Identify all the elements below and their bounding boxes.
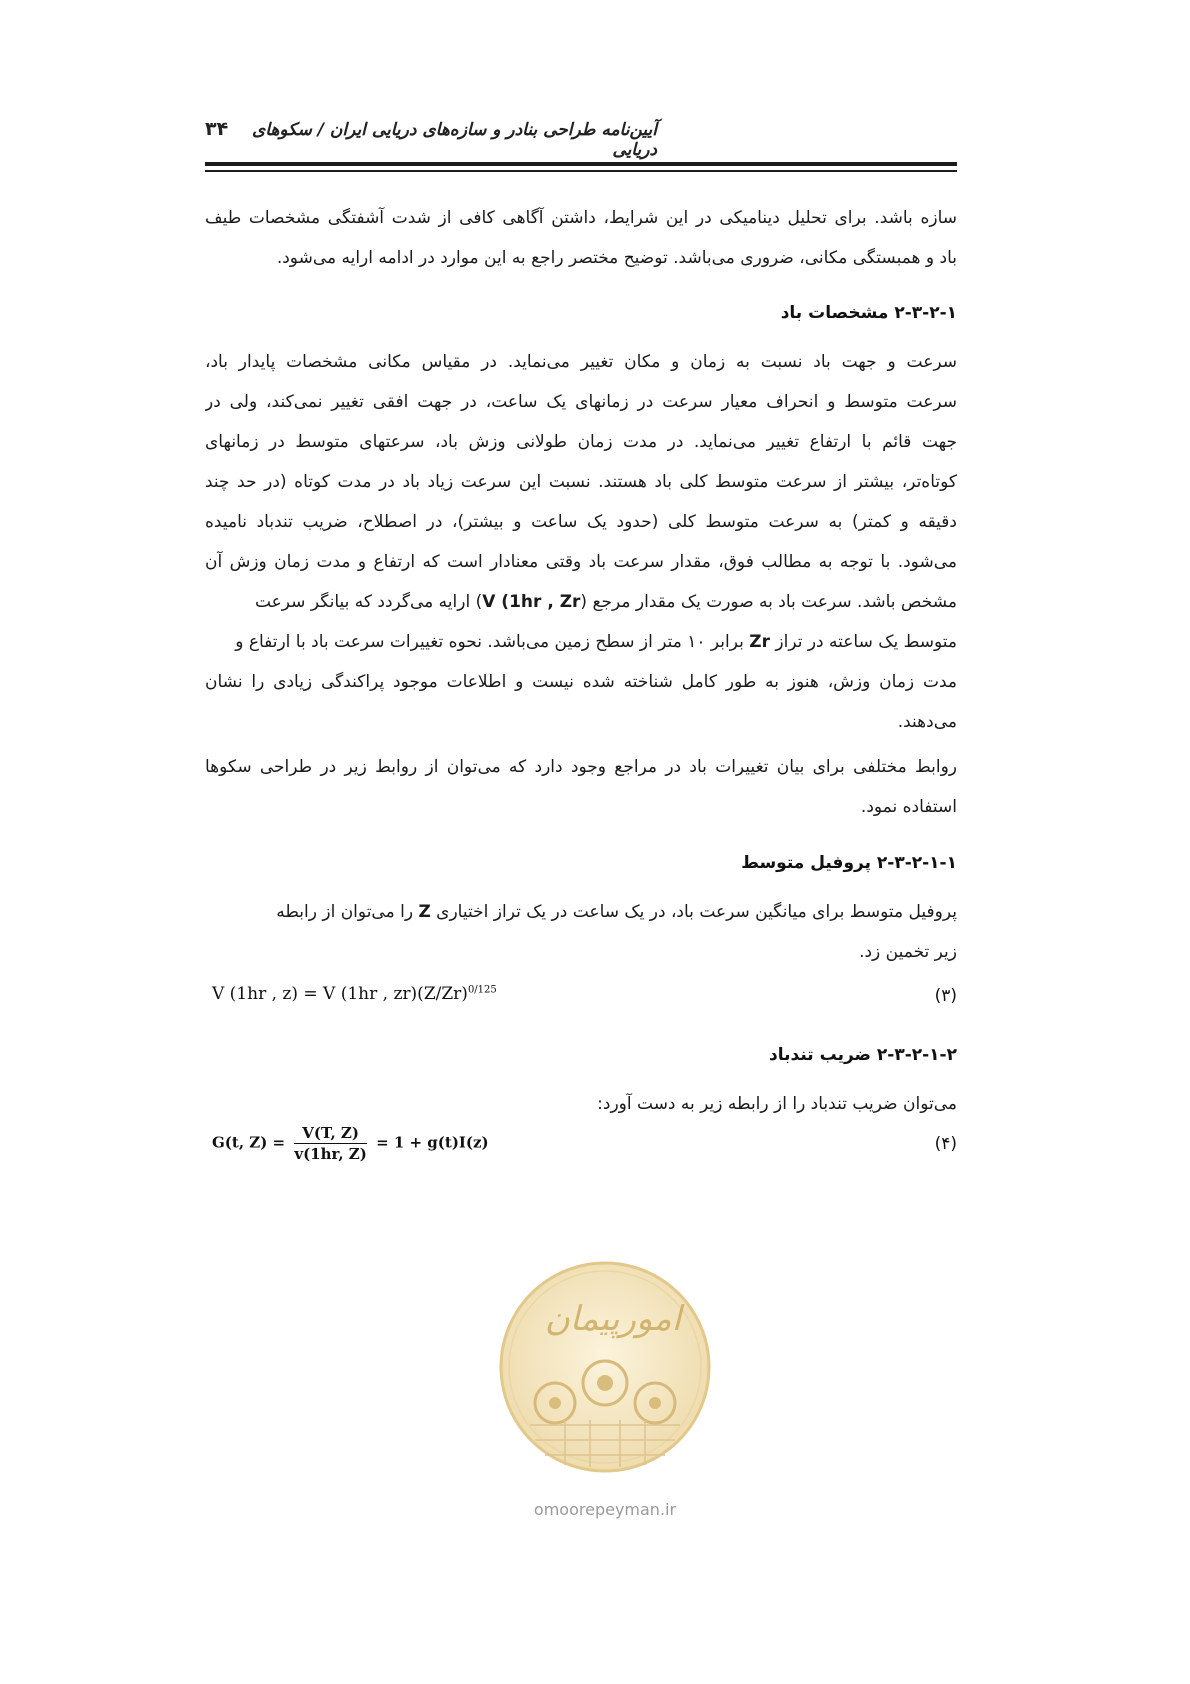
equation-4-lhs: G(t, Z) =: [212, 1133, 286, 1152]
reference-speed-symbol: V (1hr , Zr: [482, 592, 581, 612]
paragraph-line: سرعت متوسط و انحراف معیار سرعت در زمانهای یک ساعت، در جهت افقی تغییر نمی‌کند، ولی در: [205, 392, 957, 412]
paragraph-line: سرعت و جهت باد نسبت به زمان و مکان تغییر می‌نماید. در مقیاس مکانی مشخصات پایدار باد،: [205, 352, 957, 372]
paragraph-line: مدت زمان وزش، هنوز به طور کامل شناخته شده نیست و اطلاعات موجود پراکندگی زیادی را نشان: [205, 672, 957, 692]
equation-4-number: (۴): [934, 1134, 957, 1154]
intro-line-2: باد و همبستگی مکانی، ضروری می‌باشد. توضیح مختصر راجع به این موارد در ادامه ارایه می‌شود.: [276, 248, 957, 268]
equation-3: [212, 984, 497, 1004]
relations-paragraph: [205, 747, 957, 827]
paragraph-line: زیر تخمین زد.: [859, 942, 957, 962]
paragraph-line: روابط مختلفی برای بیان تغییرات باد در مراجع وجود دارد که می‌توان از روابط زیر در طراحی سکوها: [205, 757, 957, 777]
page-number: ۳۴: [205, 118, 229, 140]
equation-4-numerator: V(T, Z): [294, 1124, 366, 1144]
equation-3-body: V (1hr , z) = V (1hr , zr)(Z/Zr): [212, 984, 468, 1004]
page-header: [205, 118, 957, 160]
header-title: آیین‌نامه طراحی بنادر و سازه‌های دریایی ایران / سکوهای دریایی: [251, 120, 657, 160]
paragraph-line: می‌دهند.: [897, 712, 957, 732]
equation-3-number: (۳): [934, 986, 957, 1006]
paragraph-line: می‌شود. با توجه به مطالب فوق، مقدار سرعت باد وقتی معنادار است که ارتفاع و مدت زمان وزش آن: [205, 552, 957, 572]
equation-4: [212, 1124, 489, 1163]
paragraph-line: می‌توان ضریب تندباد را از رابطه زیر به دست آورد:: [597, 1094, 957, 1114]
section-heading-wind-characteristics: ۲-۳-۲-۱ مشخصات باد: [780, 303, 957, 323]
header-rule-thin: [205, 170, 957, 172]
paragraph-line: استفاده نمود.: [860, 797, 957, 817]
equation-4-fraction: [294, 1124, 366, 1163]
paragraph-line: مشخص باشد. سرعت باد به صورت یک مقدار مرجع (V (1hr , Zr) ارایه می‌گردد که بیانگر سرعت: [254, 592, 957, 612]
watermark-site: omoorepeyman.ir: [533, 1500, 677, 1519]
paragraph-line: جهت قائم با ارتفاع تغییر می‌نماید. در مدت زمان طولانی وزش باد، سرعتهای متوسط در زمانهای: [205, 432, 957, 452]
section-heading-gust-factor: ۲-۳-۲-۱-۲ ضریب تندباد: [769, 1045, 957, 1065]
watermark-logo: [495, 1255, 715, 1485]
wind-characteristics-paragraph: [205, 342, 957, 742]
header-rule-thick: [205, 162, 957, 166]
gust-factor-paragraph: [205, 1084, 957, 1124]
equation-3-exponent: 0/125: [467, 984, 497, 996]
mean-profile-paragraph: [205, 892, 957, 972]
section-heading-mean-profile: ۲-۳-۲-۱-۱ پروفیل متوسط: [741, 853, 957, 873]
intro-line-1: سازه باشد. برای تحلیل دینامیکی در این شرایط، داشتن آگاهی کافی از شدت آشفتگی مشخصات طیف: [205, 208, 957, 228]
reference-level-symbol: Zr: [749, 632, 770, 652]
equation-4-denominator: v(1hr, Z): [294, 1145, 367, 1163]
paragraph-line: متوسط یک ساعته در تراز Zr برابر ۱۰ متر از سطح زمین می‌باشد. نحوه تغییرات سرعت باد با ارتفاع و: [235, 632, 957, 652]
height-symbol: Z: [418, 902, 431, 922]
paragraph-line: دقیقه و کمتر) به سرعت متوسط کلی (حدود یک ساعت و بیشتر)، در اصطلاح، ضریب تندباد نامیده: [205, 512, 957, 532]
equation-4-rhs: = 1 + g(t)I(z): [376, 1133, 489, 1152]
intro-paragraph: [205, 198, 957, 278]
paragraph-line: پروفیل متوسط برای میانگین سرعت باد، در یک ساعت در یک تراز اختیاری Z را می‌توان از رابطه: [276, 902, 957, 922]
watermark-logo-script: امورپیمان: [544, 1299, 682, 1339]
paragraph-line: کوتاه‌تر، بیشتر از سرعت متوسط کلی باد هستند. نسبت این سرعت زیاد باد در مدت کوتاه (در حد چند: [205, 472, 957, 492]
